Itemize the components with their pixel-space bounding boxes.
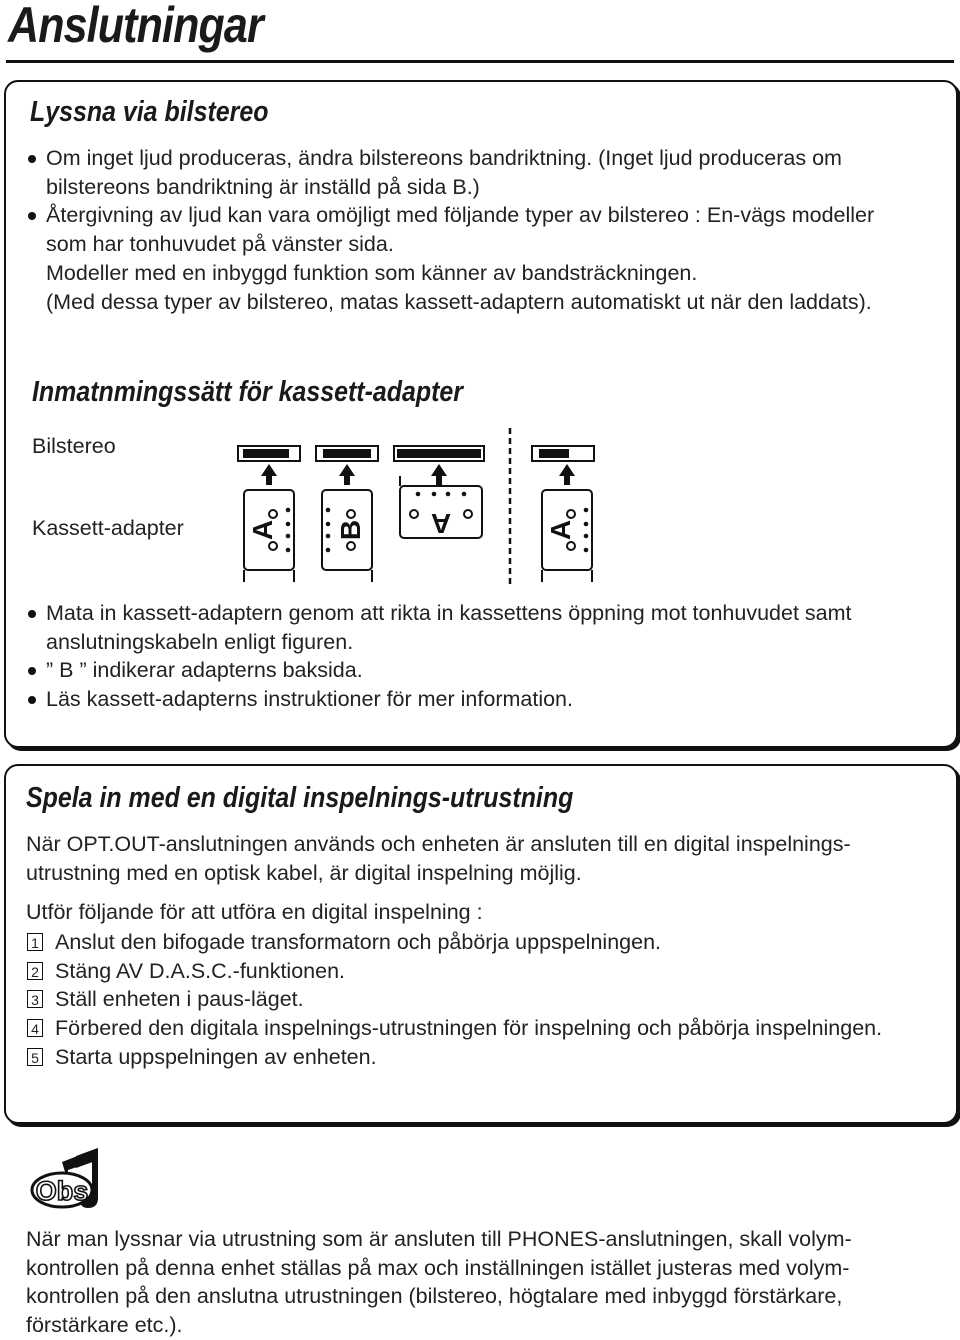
section-heading-car-stereo: Lyssna via bilstereo bbox=[30, 96, 269, 128]
step-text: Anslut den bifogade transformatorn och påbörja uppspelningen. bbox=[55, 930, 661, 954]
car-stereo-bullets bbox=[26, 144, 896, 259]
label-car-stereo: Bilstereo bbox=[32, 434, 116, 458]
note-text: När man lyssnar via utrustning som är ansluten till PHONES-anslutningen, skall volym-kontrollen på denna enhet ställas på max och inställningen istället justeras med volym-kontrollen på den anslutna utrustningen (bilstereo, högtalare med inbyggd förstärkare, förstärkare etc.). bbox=[26, 1227, 852, 1338]
step-number: 4 bbox=[27, 1019, 43, 1037]
obs-logo-text: Obs bbox=[35, 1176, 89, 1206]
arrow-up-icon bbox=[261, 464, 277, 476]
step-text: Förbered den digitala inspelnings-utrustningen för inspelning och påbörja inspelningen. bbox=[55, 1016, 883, 1041]
step-item bbox=[27, 1043, 907, 1072]
extra-line: (Med dessa typer av bilstereo, matas kassett-adaptern automatiskt ut när den laddats). bbox=[46, 289, 872, 314]
arrow-up-icon bbox=[431, 464, 447, 476]
step-text: Ställ enheten i paus-läget. bbox=[55, 987, 304, 1012]
page-title: Anslutningar bbox=[8, 0, 263, 53]
arrows bbox=[261, 464, 575, 485]
bullet-item: Om inget ljud produceras, ändra bilstereons bandriktning. (Inget ljud produceras om bilstereons bandriktning är inställd på sida B.) bbox=[26, 144, 896, 201]
step-text: Starta uppspelningen av enheten. bbox=[55, 1044, 377, 1069]
obs-note-icon bbox=[28, 1142, 108, 1218]
cassette-insertion-diagram bbox=[230, 420, 610, 590]
cassette-bullets bbox=[26, 599, 906, 714]
step-number: 2 bbox=[27, 962, 43, 980]
digital-lead: Utför följande för att utföra en digital inspelning : bbox=[26, 900, 483, 924]
title-rule bbox=[6, 60, 954, 63]
step-number: 3 bbox=[27, 990, 43, 1008]
tape-slot-3 bbox=[394, 446, 484, 461]
step-item bbox=[27, 928, 907, 957]
bullet-item: Läs kassett-adapterns instruktioner för mer information. bbox=[26, 685, 906, 714]
cassette-letter: A bbox=[545, 519, 576, 541]
step-item bbox=[27, 985, 907, 1014]
tape-slot-4 bbox=[532, 446, 594, 461]
extra-line: Modeller med en inbyggd funktion som känner av bandsträckningen. bbox=[46, 261, 698, 285]
label-cassette-adapter: Kassett-adapter bbox=[32, 516, 184, 540]
digital-steps bbox=[27, 928, 907, 1072]
section-heading-cassette-insertion: Inmatnmingssätt för kassett-adapter bbox=[32, 376, 464, 408]
step-item bbox=[27, 957, 907, 986]
car-stereo-extra bbox=[46, 259, 906, 316]
step-item bbox=[27, 1014, 907, 1043]
bullet-item: Återgivning av ljud kan vara omöjligt med följande typer av bilstereo : En-vägs modeller som har tonhuvudet på vänster sida. bbox=[26, 201, 896, 258]
arrow-up-icon bbox=[339, 464, 355, 476]
step-text: Stäng AV D.A.S.C.-funktionen. bbox=[55, 958, 346, 983]
cassette-letter: A bbox=[247, 519, 278, 541]
digital-intro: När OPT.OUT-anslutningen används och enheten är ansluten till en digital inspelnings-utrustning med en optisk kabel, är digital inspelning möjlig. bbox=[26, 832, 851, 885]
section-heading-digital-recording: Spela in med en digital inspelnings-utrustning bbox=[26, 782, 574, 814]
arrow-up-icon bbox=[559, 464, 575, 476]
bullet-item: Mata in kassett-adaptern genom att rikta in kassettens öppning mot tonhuvudet samt anslutningskabeln enligt figuren. bbox=[26, 599, 906, 656]
step-number: 1 bbox=[27, 933, 43, 951]
bullet-item: ” B ” indikerar adapterns baksida. bbox=[26, 656, 906, 685]
tape-slot-2 bbox=[316, 446, 378, 461]
tape-slot-1 bbox=[238, 446, 300, 461]
cassette-letter: B bbox=[335, 519, 366, 541]
cassette-letter: A bbox=[430, 508, 452, 539]
step-number: 5 bbox=[27, 1048, 43, 1066]
